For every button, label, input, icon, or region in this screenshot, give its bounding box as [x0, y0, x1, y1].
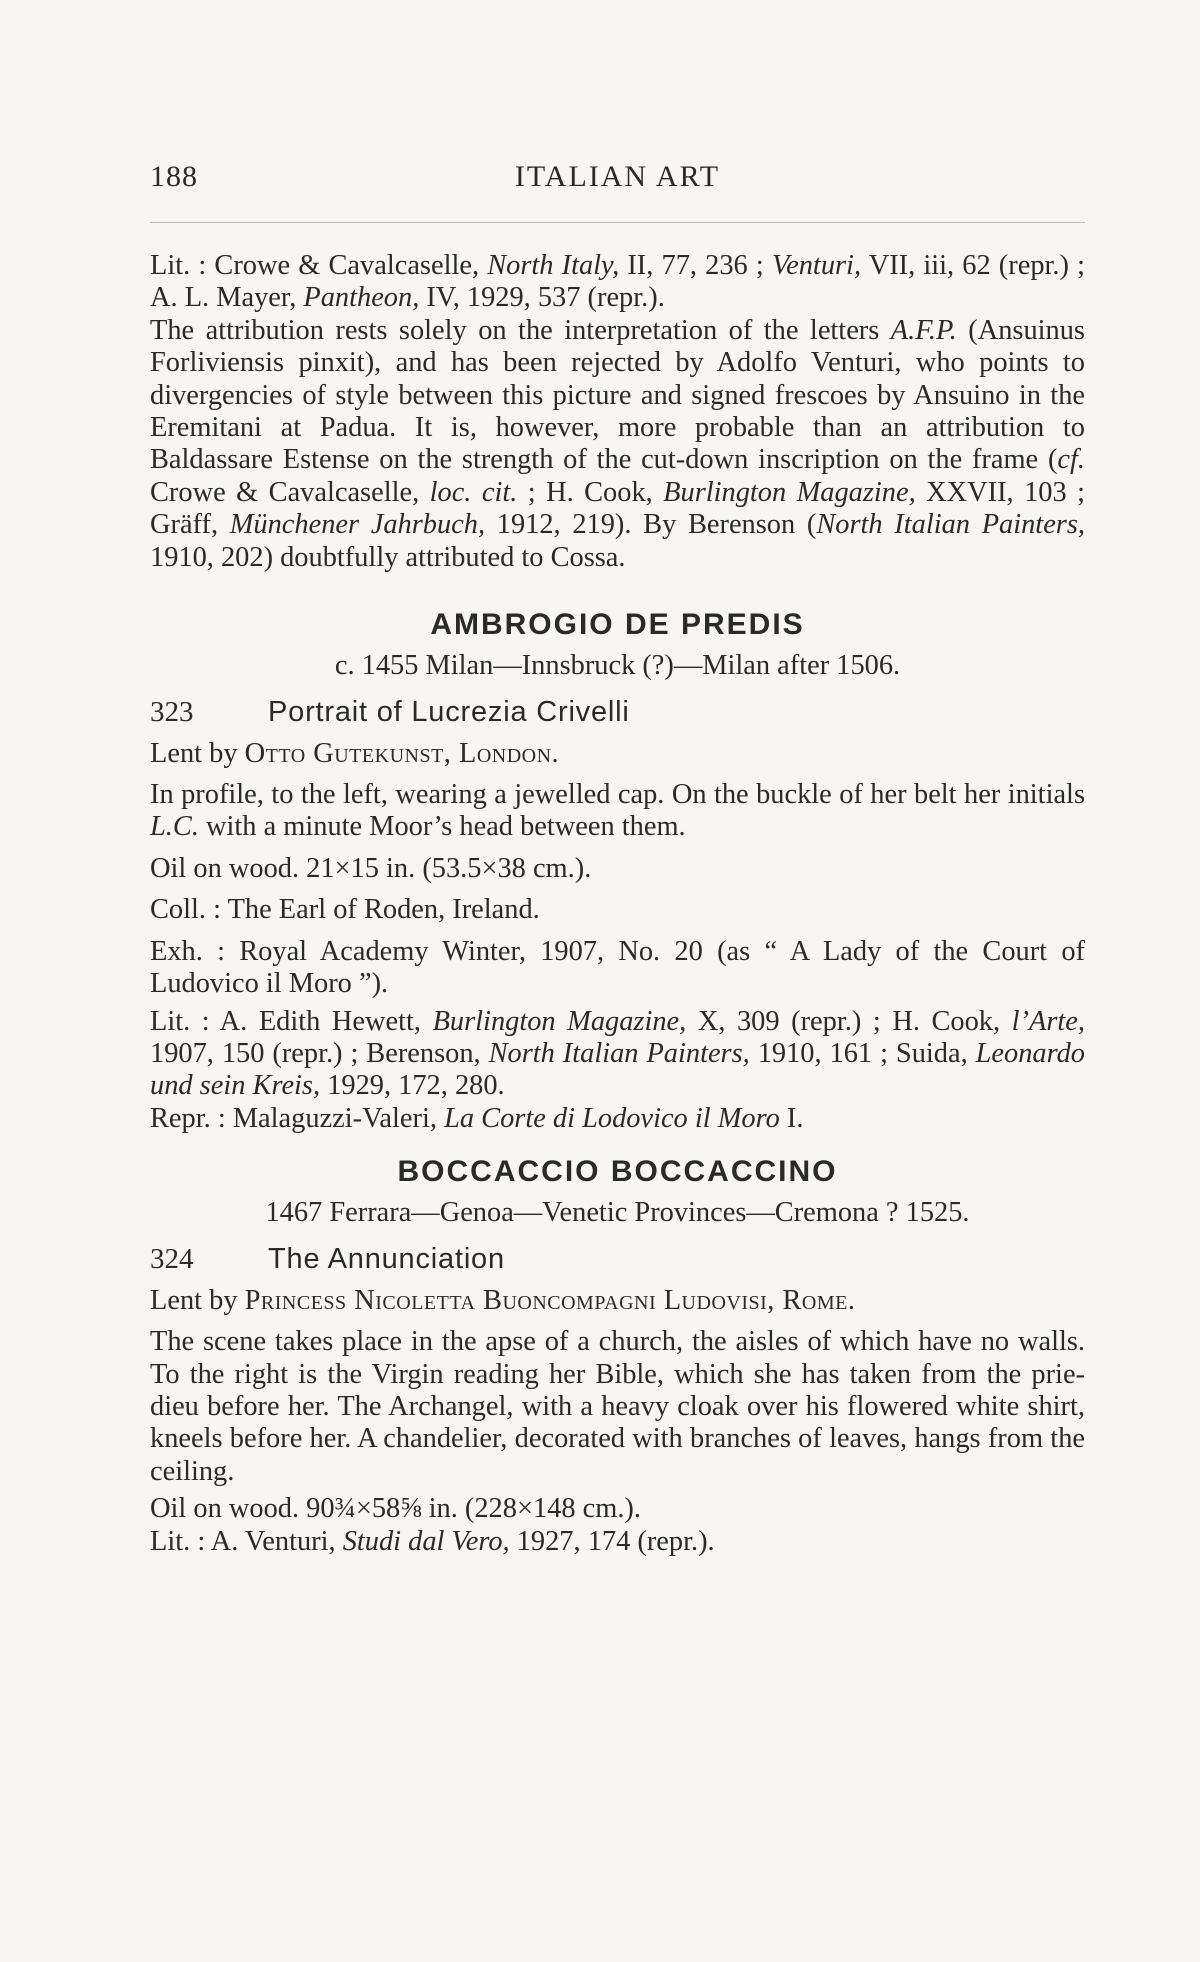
- entry-title: The Annunciation: [268, 1243, 505, 1276]
- running-header: [150, 160, 1085, 200]
- lender-line: Lent by Princess Nicoletta Buoncompagni Ludovisi, Rome.: [150, 1285, 856, 1317]
- catalogue-entry-323: [150, 696, 1085, 729]
- lender-line: Lent by Otto Gutekunst, London.: [150, 738, 560, 770]
- entry-description: In profile, to the left, wearing a jewelled cap. On the buckle of her belt her initials L.C. with a minute Moor’s head between them.: [150, 779, 1085, 843]
- lender-name: Princess Nicoletta Buoncompagni Ludovisi, Rome.: [244, 1285, 856, 1317]
- entry-reproduction: Repr. : Malaguzzi-Valeri, La Corte di Lodovico il Moro I.: [150, 1102, 804, 1134]
- running-title: ITALIAN ART: [514, 160, 721, 193]
- artist-heading-boccaccio-boccaccino: BOCCACCIO BOCCACCINO: [397, 1155, 838, 1189]
- entry-literature: Lit. : A. Edith Hewett, Burlington Magazine, X, 309 (repr.) ; H. Cook, l’Arte, 1907, 150 (repr.) ; Berenson, North Italian Painters, 1910, 161 ; Suida, Leonardo und sein Kreis, 1929, 172, 280.: [150, 1005, 1086, 1102]
- intro-literature: Lit. : Crowe & Cavalcaselle, North Italy, II, 77, 236 ; Venturi, VII, iii, 62 (repr.) ; A. L. Mayer, Pantheon, IV, 1929, 537 (repr.).: [150, 250, 1085, 314]
- page-number: 188: [150, 160, 198, 193]
- book-page: [150, 160, 1085, 1558]
- header-rule: [150, 222, 1085, 223]
- entry-title: Portrait of Lucrezia Crivelli: [268, 696, 630, 729]
- entry-exhibition: Exh. : Royal Academy Winter, 1907, No. 20 (as “ A Lady of the Court of Ludovico il Moro ”).: [150, 935, 1085, 1000]
- entry-description: The scene takes place in the apse of a church, the aisles of which have no walls. To the right is the Virgin reading her Bible, which she has taken from the prie-dieu before her. The Archangel, with a heavy cloak over his flowered white shirt, kneels before her. A chandelier, decorated with branches of leaves, hangs from the ceiling.: [150, 1326, 1085, 1487]
- entry-number: 324: [150, 1243, 194, 1276]
- catalogue-entry-324: [150, 1243, 1085, 1276]
- entry-collection: Coll. : The Earl of Roden, Ireland.: [150, 894, 540, 926]
- intro-attribution-paragraph: The attribution rests solely on the interpretation of the letters A.F.P. (Ansuinus Forliviensis pinxit), and has been rejected by Adolfo Venturi, who points to divergencies of style between this picture and signed frescoes by Ansuino in the Eremitani at Padua. It is, however, more probable than an attribution to Baldassare Estense on the strength of the cut-down inscription on the frame (cf. Crowe & Cavalcaselle, loc. cit. ; H. Cook, Burlington Magazine, XXVII, 103 ; Gräff, Münchener Jahrbuch, 1912, 219). By Berenson (North Italian Painters, 1910, 202) doubtfully attributed to Cossa.: [150, 314, 1085, 573]
- artist-dates: c. 1455 Milan—Innsbruck (?)—Milan after 1506.: [334, 650, 901, 682]
- entry-literature: Lit. : A. Venturi, Studi dal Vero, 1927, 174 (repr.).: [150, 1525, 715, 1557]
- artist-dates: 1467 Ferrara—Genoa—Venetic Provinces—Cremona ? 1525.: [265, 1197, 970, 1229]
- lender-name: Otto Gutekunst, London.: [244, 738, 560, 770]
- entry-medium: Oil on wood. 90¾×58⅝ in. (228×148 cm.).: [150, 1493, 641, 1525]
- entry-number: 323: [150, 696, 194, 729]
- entry-medium: Oil on wood. 21×15 in. (53.5×38 cm.).: [150, 852, 592, 884]
- artist-heading-ambrogio-de-predis: AMBROGIO DE PREDIS: [430, 608, 805, 642]
